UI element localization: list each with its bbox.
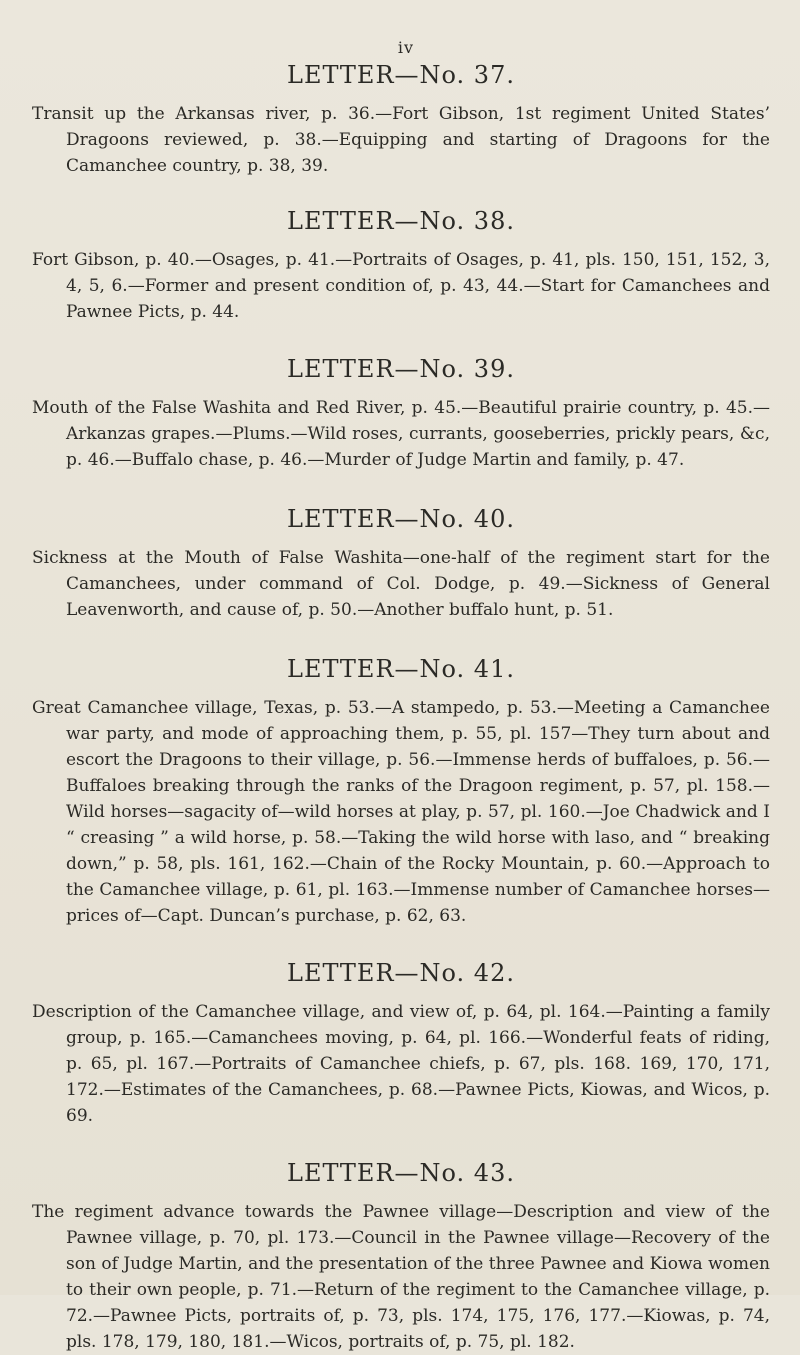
letter-summary: Great Camanchee village, Texas, p. 53.—A stampedo, p. 53.—Meeting a Camanchee war party, and mode of approaching them, p. 55, pl. 157—They turn about and escort the Dragoons to their village, p. 56.—Immense herds of buffaloes, p. 56.—Buffaloes breaking through the ranks of the Dragoon regiment, p. 57, pl. 158.—Wild horses—sagacity of—wild horses at play, p. 57, pl. 160.—Joe Chadwick and I “ creasing ” a wild horse, p. 58.—Taking the wild horse with laso, and “ breaking down,” p. 58, pls. 161, 162.—Chain of the Rocky Mountain, p. 60.—Approach to the Camanchee village, p. 61, pl. 163.—Immense number of Camanchee horses—prices of—Capt. Duncan’s purchase, p. 62, 63.	[32, 698, 770, 926]
letter-summary: Mouth of the False Washita and Red River, p. 45.—Beautiful prairie country, p. 45.—Arkanzas grapes.—Plums.—Wild roses, currants, gooseberries, prickly pears, &c, p. 46.—Buffalo chase, p. 46.—Murder of Judge Martin and family, p. 47.	[32, 398, 770, 470]
page-number: iv	[397, 38, 415, 57]
letter-section	[32, 959, 770, 1129]
letter-heading: LETTER—No. 41.	[287, 655, 515, 683]
letter-section	[32, 505, 770, 623]
letter-heading: LETTER—No. 43.	[287, 1159, 515, 1187]
letter-summary: Transit up the Arkansas river, p. 36.—Fort Gibson, 1st regiment United States’ Dragoons reviewed, p. 38.—Equipping and starting of Dragoons for the Camanchee country, p. 38, 39.	[32, 104, 770, 176]
letter-heading: LETTER—No. 38.	[287, 207, 515, 235]
letter-heading: LETTER—No. 40.	[287, 505, 515, 533]
letter-section	[32, 61, 770, 179]
letter-section	[32, 355, 770, 473]
letter-summary: Fort Gibson, p. 40.—Osages, p. 41.—Portraits of Osages, p. 41, pls. 150, 151, 152, 3, 4, 5, 6.—Former and present condition of, p. 43, 44.—Start for Camanchees and Pawnee Picts, p. 44.	[32, 250, 770, 322]
letter-summary: Sickness at the Mouth of False Washita—one-half of the regiment start for the Camanchees, under command of Col. Dodge, p. 49.—Sickness of General Leavenworth, and cause of, p. 50.—Another buffalo hunt, p. 51.	[32, 548, 770, 620]
letter-section	[32, 655, 770, 929]
letter-summary: Description of the Camanchee village, and view of, p. 64, pl. 164.—Painting a family group, p. 165.—Camanchees moving, p. 64, pl. 166.—Wonderful feats of riding, p. 65, pl. 167.—Portraits of Camanchee chiefs, p. 67, pls. 168. 169, 170, 171, 172.—Estimates of the Camanchees, p. 68.—Pawnee Picts, Kiowas, and Wicos, p. 69.	[32, 1002, 770, 1126]
letter-section	[32, 207, 770, 325]
letter-section	[32, 1159, 770, 1355]
letter-heading: LETTER—No. 39.	[287, 355, 515, 383]
letter-heading: LETTER—No. 42.	[287, 959, 515, 987]
letter-heading: LETTER—No. 37.	[287, 61, 515, 89]
letter-summary: The regiment advance towards the Pawnee village—Description and view of the Pawnee village, p. 70, pl. 173.—Council in the Pawnee village—Recovery of the son of Judge Martin, and the presentation of the three Pawnee and Kiowa women to their own people, p. 71.—Return of the regiment to the Camanchee village, p. 72.—Pawnee Picts, portraits of, p. 73, pls. 174, 175, 176, 177.—Kiowas, p. 74, pls. 178, 179, 180, 181.—Wicos, portraits of, p. 75, pl. 182.	[32, 1202, 770, 1352]
